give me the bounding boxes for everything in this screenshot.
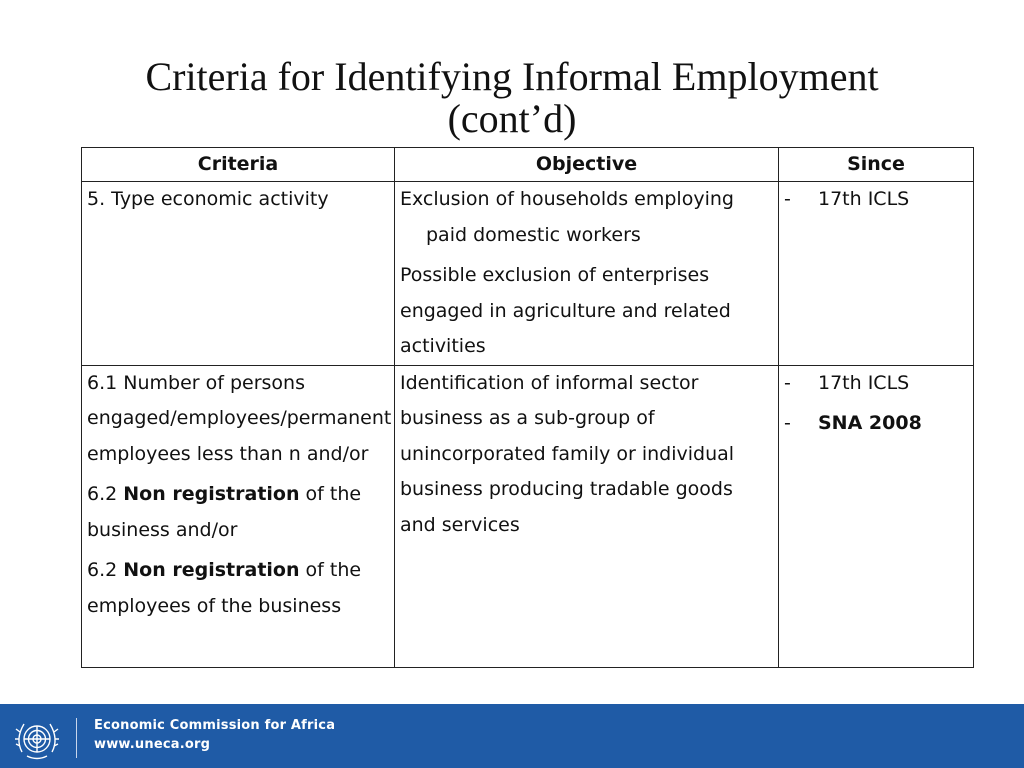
bullet-dash: - [784, 371, 791, 394]
organization-name: Economic Commission for Africa [94, 718, 336, 733]
criteria-text: 5. Type economic activity [87, 188, 329, 210]
objective-text: Exclusion of households employing paid domestic workers [400, 188, 734, 246]
since-cell [779, 365, 974, 667]
since-item [784, 182, 969, 218]
page-title [0, 56, 1024, 140]
criteria-text: 6.2 Non registration of the employees of the business [87, 559, 362, 617]
objective-cell [395, 365, 779, 667]
table-row [82, 182, 974, 366]
bullet-dash: - [784, 412, 791, 434]
since-text: 17th ICLS [818, 188, 910, 210]
header-objective: Objective [395, 148, 779, 182]
criteria-cell [82, 182, 395, 366]
since-item [784, 366, 969, 402]
since-cell [779, 182, 974, 366]
bullet-dash: - [784, 188, 791, 210]
criteria-text: 6.1 Number of persons engaged/employees/permanent employees less than n and/or [87, 371, 392, 465]
objective-text: Possible exclusion of enterprises engaged in agriculture and related activities [400, 264, 731, 357]
footer-divider [76, 718, 77, 758]
since-text: 17th ICLS [818, 371, 910, 394]
table-header-row [82, 148, 974, 182]
footer-bar [0, 704, 1024, 768]
criteria-table [81, 147, 974, 668]
un-emblem-icon [10, 712, 64, 766]
since-text: SNA 2008 [818, 412, 922, 434]
footer-text [94, 716, 335, 754]
since-item [784, 406, 969, 442]
header-since: Since [779, 148, 974, 182]
criteria-text: 6.2 Non registration of the business and/or [87, 483, 362, 541]
table-row [82, 365, 974, 667]
website-link[interactable]: www.uneca.org [94, 737, 211, 752]
objective-text: Identification of informal sector business as a sub-group of unincorporated family or individual business producing tradable goods and services [400, 371, 735, 536]
criteria-cell [82, 365, 395, 667]
title-line-1: Criteria for Identifying Informal Employment [145, 54, 879, 99]
title-line-2: (cont’d) [447, 96, 577, 141]
header-criteria: Criteria [82, 148, 395, 182]
objective-cell [395, 182, 779, 366]
